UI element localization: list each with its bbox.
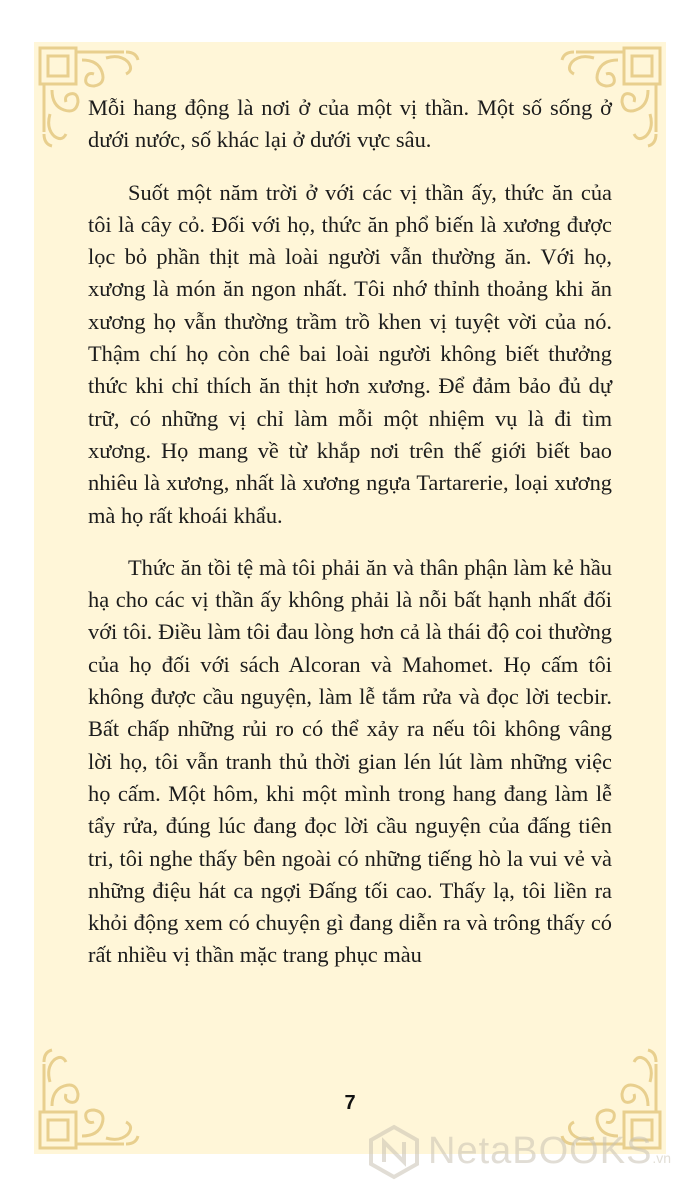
- page-number: 7: [344, 1092, 356, 1114]
- paragraph: Mỗi hang động là nơi ở của một vị thần. Một số sống ở dưới nước, số khác lại ở dưới vực sâu.: [88, 95, 612, 153]
- paragraph: Suốt một năm trời ở với các vị thần ấy, thức ăn của tôi là cây cỏ. Đối với họ, thức ăn phổ biến là xương được lọc bỏ phần thịt mà loài người vẫn thường ăn. Với họ, xương là món ăn ngon nhất. Tôi nhớ thỉnh thoảng khi ăn xương họ vẫn thường trầm trồ khen vị tuyệt vời của nó. Thậm chí họ còn chê bai loài người không biết thưởng thức khi chỉ thích ăn thịt hơn xương. Để đảm bảo đủ dự trữ, có những vị chỉ làm mỗi một nhiệm vụ là đi tìm xương. Họ mang về từ khắp nơi trên thế giới biết bao nhiêu là xương, nhất là xương ngựa Tartarerie, loại xương mà họ rất khoái khẩu.: [88, 179, 612, 528]
- paragraph: Thức ăn tồi tệ mà tôi phải ăn và thân phận làm kẻ hầu hạ cho các vị thần ấy không phải là nỗi bất hạnh nhất đối với tôi. Điều làm tôi đau lòng hơn cả là thái độ coi thường của họ đối với sách Alcoran và Mahomet. Họ cấm tôi không được cầu nguyện, làm lễ tắm rửa và đọc lời tecbir. Bất chấp những rủi ro có thể xảy ra nếu tôi không vâng lời họ, tôi vẫn tranh thủ thời gian lén lút làm những việc họ cấm. Một hôm, khi một mình trong hang đang làm lễ tẩy rửa, đúng lúc đang đọc lời cầu nguyện của đấng tiên tri, tôi nghe thấy bên ngoài có những tiếng hò la vui vẻ và những điệu hát ca ngợi Đấng tối cao. Thấy lạ, tôi liền ra khỏi động xem có chuyện gì đang diễn ra và trông thấy có rất nhiều vị thần mặc trang phục màu: [88, 554, 612, 968]
- netabooks-logo-icon: [366, 1124, 422, 1180]
- watermark-brand: NetaBOOKS.vn: [428, 1130, 672, 1172]
- body-text: [88, 92, 612, 992]
- corner-ornament-bottom-left: [36, 1022, 166, 1152]
- watermark-suffix: .vn: [652, 1150, 672, 1166]
- watermark: [360, 1122, 690, 1182]
